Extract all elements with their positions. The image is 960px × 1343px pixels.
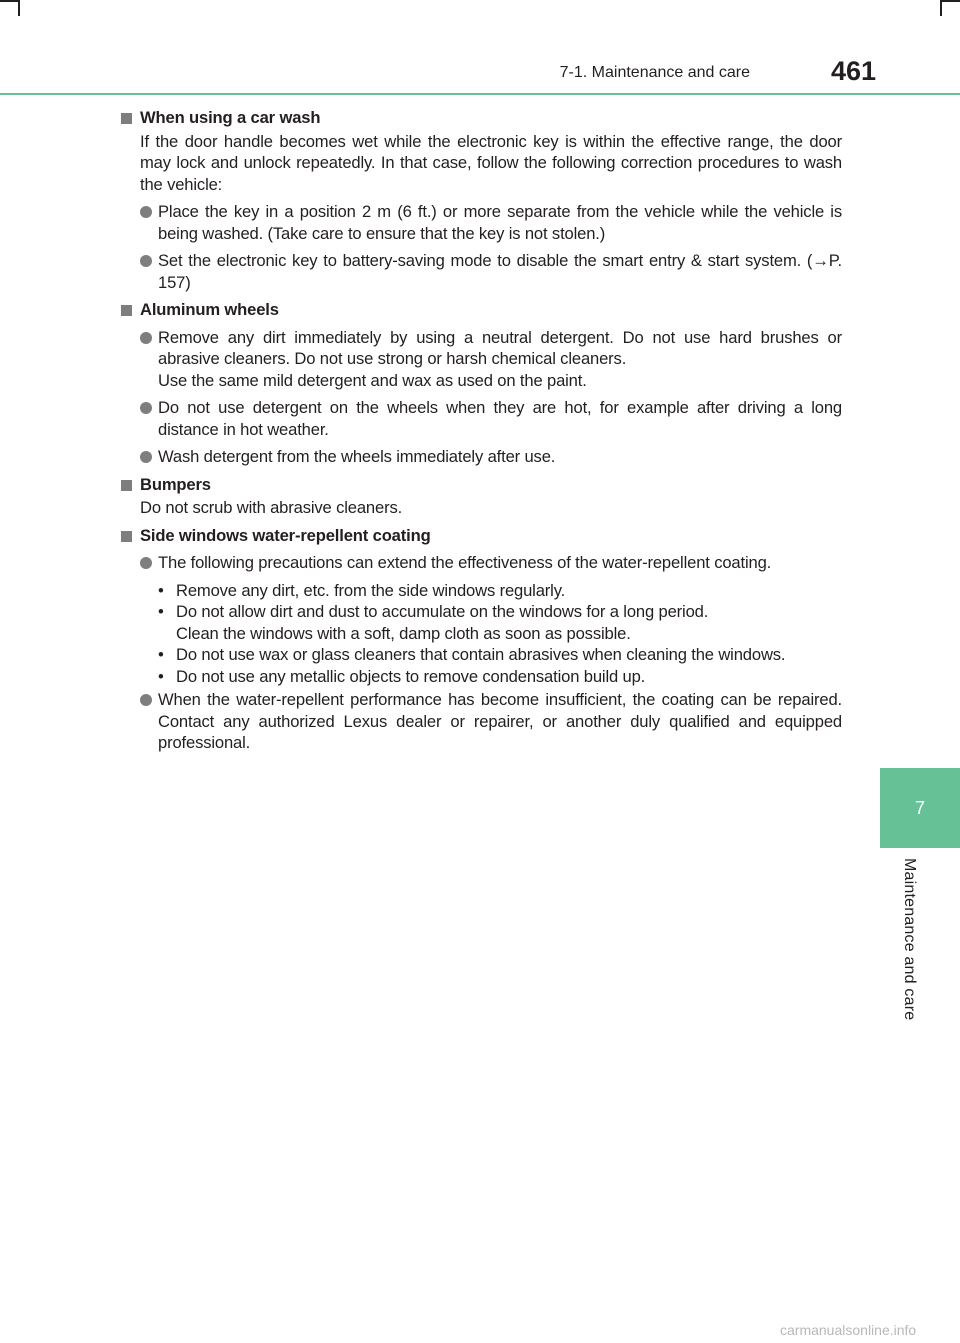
sub-list-item: • Do not use any metallic objects to remove condensation build up. [158, 666, 646, 686]
square-bullet-icon [121, 305, 132, 316]
sub-list-item: • Remove any dirt, etc. from the side windows regularly. [158, 580, 566, 600]
sub-list-item: • Do not use wax or glass cleaners that contain abrasives when cleaning the windows. [158, 645, 786, 664]
round-bullet-icon [140, 255, 152, 267]
list-item: Wash detergent from the wheels immediately after use. [120, 446, 842, 468]
round-bullet-icon [140, 332, 152, 344]
small-dot-icon: • [158, 666, 164, 686]
car-wash-intro: If the door handle becomes wet while the electronic key is within the effective range, the door may lock and unlock repeatedly. In that case, follow the following correction procedures to wash the vehicle: [140, 131, 842, 194]
round-bullet-icon [140, 451, 152, 463]
section-heading-car-wash: When using a car wash [120, 107, 842, 129]
sub-list-item: • Do not allow dirt and dust to accumulate on the windows for a long period. Clean the windows with a soft, damp cloth as soon as possible. [158, 602, 709, 643]
small-dot-icon: • [158, 580, 164, 600]
list-item: When the water-repellent performance has become insufficient, the coating can be repaired. Contact any authorized Lexus dealer or repairer, or another duly qualified and equipped professional. [120, 689, 842, 754]
chapter-number: 7 [914, 797, 925, 818]
crop-mark-top-right-horizontal [942, 0, 960, 2]
section-heading-aluminum-wheels: Aluminum wheels [120, 299, 842, 321]
small-dot-icon: • [158, 645, 164, 664]
list-item: Remove any dirt immediately by using a neutral detergent. Do not use hard brushes or abrasive cleaners. Do not use strong or harsh chemical cleaners. Use the same mild detergent and wax as used on the paint. [120, 327, 842, 392]
section-header-title: 7-1. Maintenance and care [559, 64, 750, 81]
square-bullet-icon [121, 480, 132, 491]
page-number: 461 [830, 56, 876, 86]
header-divider [0, 93, 960, 95]
crop-mark-top-right-vertical [940, 0, 942, 16]
small-dot-icon: • [158, 602, 164, 621]
chapter-tab [880, 768, 960, 848]
list-item: Do not use detergent on the wheels when they are hot, for example after driving a long distance in hot weather. [120, 397, 842, 440]
round-bullet-icon [140, 402, 152, 414]
sub-list [120, 580, 842, 688]
page-content [120, 107, 842, 754]
round-bullet-icon [140, 694, 152, 706]
list-item: Place the key in a position 2 m (6 ft.) or more separate from the vehicle while the vehicle is being washed. (Take care to ensure that the key is not stolen.) [120, 201, 842, 244]
round-bullet-icon [140, 206, 152, 218]
watermark: carmanualsonline.info [780, 1322, 917, 1338]
crop-mark-top-left-vertical [18, 0, 20, 16]
chapter-title-vertical: Maintenance and care [901, 858, 918, 1021]
crop-mark-top-left-horizontal [0, 0, 18, 2]
list-item: The following precautions can extend the effectiveness of the water-repellent coating. [120, 552, 842, 574]
section-heading-side-windows: Side windows water-repellent coating [120, 525, 842, 547]
section-heading-bumpers: Bumpers [120, 474, 842, 496]
square-bullet-icon [121, 113, 132, 124]
list-item: Set the electronic key to battery-saving mode to disable the smart entry & start system. (→P. 157) [120, 250, 842, 293]
bumpers-text: Do not scrub with abrasive cleaners. [140, 498, 403, 517]
round-bullet-icon [140, 557, 152, 569]
square-bullet-icon [121, 531, 132, 542]
